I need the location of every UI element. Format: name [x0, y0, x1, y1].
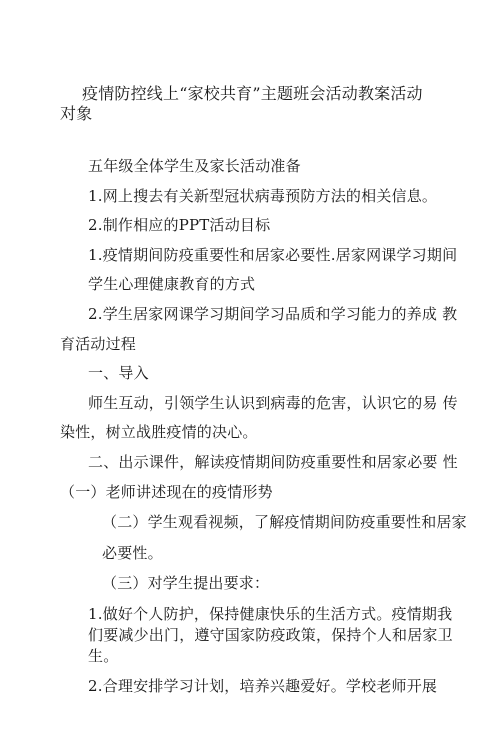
body-line-1: 五年级全体学生及家长活动准备 [88, 157, 301, 175]
body-line-6: 2.学生居家网课学习期间学习品质和学习能力的养成 教 [88, 305, 458, 323]
body-line-11: 二、出示课件，解读疫情期间防疫重要性和居家必要 性 [88, 453, 458, 471]
body-line-4: 1.疫情期间防疫重要性和居家必要性.居家网课学习期间 [88, 246, 458, 264]
body-line-5: 学生心理健康教育的方式 [88, 275, 256, 293]
body-line-14: 必要性。 [102, 544, 163, 562]
body-line-18: 生。 [88, 647, 119, 665]
body-line-2: 1.网上搜去有关新型冠状病毒预防方法的相关信息。 [88, 187, 438, 205]
body-line-9: 师生互动，引领学生认识到病毒的危害，认识它的易 传 [88, 394, 458, 412]
body-line-10: 染性，树立战胜疫情的决心。 [60, 423, 258, 441]
body-line-3: 2.制作相应的PPT活动目标 [88, 216, 271, 234]
document-title-line-1: 疫情防控线上“家校共育”主题班会活动教案活动 [82, 84, 423, 103]
body-line-19: 2.合理安排学习计划，培养兴趣爱好。学校老师开展 [88, 677, 438, 695]
body-line-12: （一）老师讲述现在的疫情形势 [60, 483, 273, 501]
body-line-15: （三）对学生提出要求： [102, 574, 270, 592]
body-line-17: 们要减少出门，遵守国家防疫政策，保持个人和居家卫 [88, 626, 453, 644]
body-line-7: 育活动过程 [60, 335, 137, 353]
body-line-16: 1.做好个人防护，保持健康快乐的生活方式。疫情期我 [88, 605, 453, 623]
document-title-line-2: 对象 [60, 104, 93, 123]
body-line-8: 一、导入 [88, 364, 149, 382]
body-line-13: （二）学生观看视频，了解疫情期间防疫重要性和居家 [102, 513, 467, 531]
